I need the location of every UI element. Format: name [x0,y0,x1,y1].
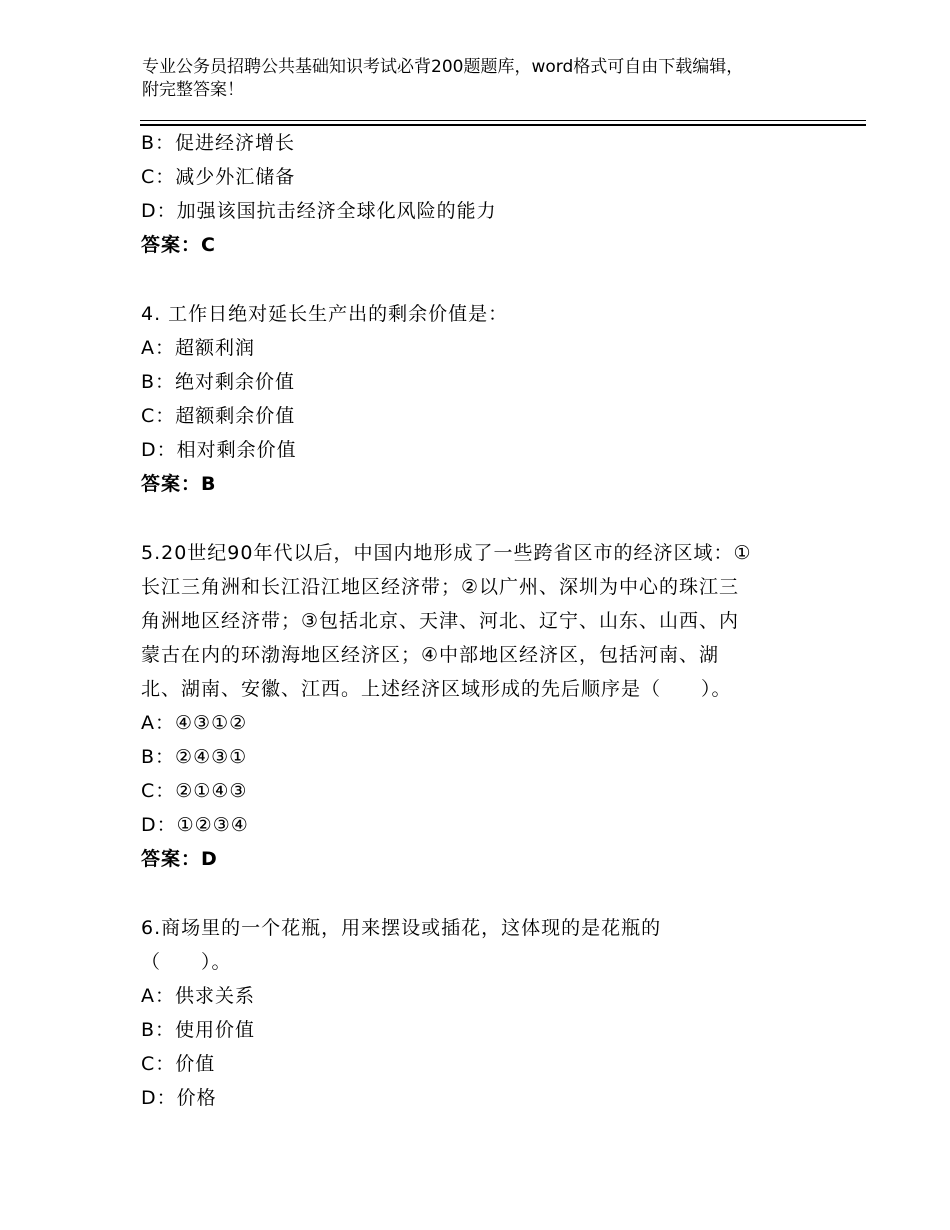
q6-option-a: A：供求关系 [141,985,255,1007]
q4-answer: 答案：B [141,473,217,495]
question-5 [141,536,841,876]
q4-option-b: B：绝对剩余价值 [141,371,296,393]
spacer [141,262,841,297]
q5-stem-line: 角洲地区经济带；③包括北京、天津、河北、辽宁、山东、山西、内 [141,610,740,632]
q4-option-a: A：超额利润 [141,337,255,359]
q4-option-c: C：超额剩余价值 [141,405,296,427]
q3-answer: 答案：C [141,234,216,256]
q5-stem-line: 5.20世纪90年代以后，中国内地形成了一些跨省区市的经济区域：① [141,542,752,564]
q4-option-d: D：相对剩余价值 [141,439,297,461]
q6-option-c: C：价值 [141,1053,216,1075]
page-header [142,56,842,102]
q6-stem [141,911,841,979]
spacer [141,876,841,911]
q5-option-b: B：②④③① [141,746,248,768]
q5-stem-line: 北、湖南、安徽、江西。上述经济区域形成的先后顺序是（ ）。 [141,678,732,700]
q5-option-d: D：①②③④ [141,814,249,836]
question-4 [141,297,841,501]
q5-option-c: C：②①④③ [141,780,248,802]
q5-answer: 答案：D [141,848,218,870]
spacer [141,501,841,536]
q6-option-d: D：价格 [141,1087,217,1109]
q3-option-c: C：减少外汇储备 [141,166,296,188]
q3-option-b: B：促进经济增长 [141,132,296,154]
question-list [141,126,841,1115]
q5-stem [141,536,841,706]
q6-stem-line: （ ）。 [141,951,232,973]
q3-option-d: D：加强该国抗击经济全球化风险的能力 [141,200,497,222]
q6-option-b: B：使用价值 [141,1019,256,1041]
q5-option-a: A：④③①② [141,712,248,734]
question-6 [141,911,841,1115]
q4-stem: 4. 工作日绝对延长生产出的剩余价值是： [141,303,509,325]
header-title-line-1: 专业公务员招聘公共基础知识考试必背200题题库，word格式可自由下载编辑， [142,57,744,77]
q6-stem-line: 6.商场里的一个花瓶，用来摆设或插花，这体现的是花瓶的 [141,917,662,939]
question-3 [141,126,841,262]
q5-stem-line: 长江三角洲和长江沿江地区经济带；②以广州、深圳为中心的珠江三 [141,576,740,598]
q5-stem-line: 蒙古在内的环渤海地区经济区；④中部地区经济区，包括河南、湖 [141,644,720,666]
header-title-line-2: 附完整答案！ [142,80,244,100]
